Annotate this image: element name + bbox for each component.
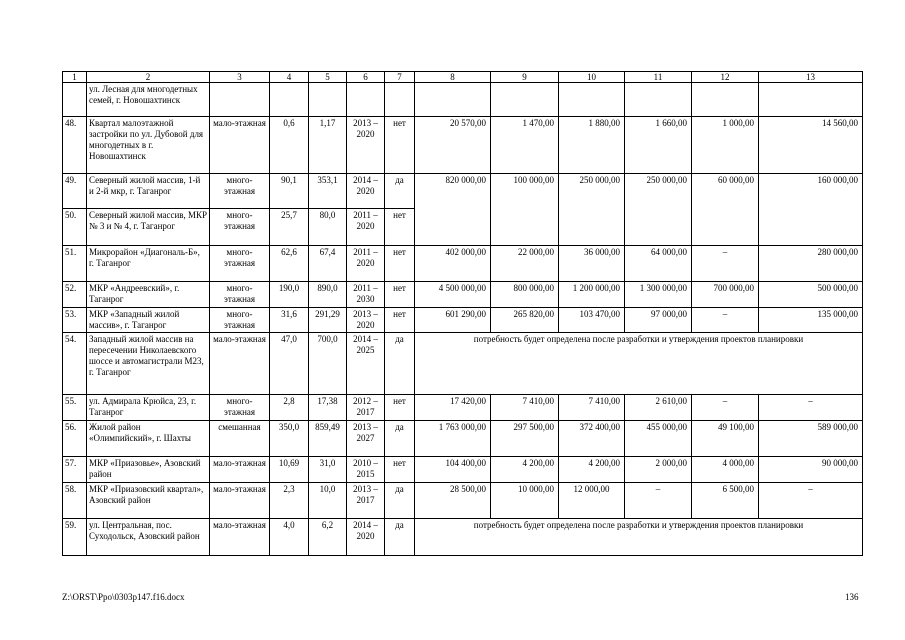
table-row bbox=[63, 117, 863, 174]
project-name: ул. Центральная, пос. Суходольск, Азовский район bbox=[87, 519, 210, 556]
cost-value: 7 410,00 bbox=[559, 395, 625, 421]
flag-value: да bbox=[385, 333, 415, 395]
row-number: 49. bbox=[63, 174, 87, 209]
period-value: 2011 – 2020 bbox=[347, 209, 385, 246]
header-cell: 2 bbox=[87, 72, 210, 83]
cost-value: 22 000,00 bbox=[491, 246, 559, 282]
cost-value: 1 200 000,00 bbox=[559, 282, 625, 308]
table-row bbox=[63, 308, 863, 333]
cost-value: 12 000,00 bbox=[559, 483, 625, 519]
table-row bbox=[63, 483, 863, 519]
cost-value: 250 000,00 bbox=[625, 174, 692, 246]
row-number: 57. bbox=[63, 457, 87, 483]
cost-total: 17 420,00 bbox=[415, 395, 491, 421]
volume-value: 291,29 bbox=[309, 308, 347, 333]
header-cell: 3 bbox=[210, 72, 270, 83]
project-name: ул. Адмирала Крюйса, 23, г. Таганрог bbox=[87, 395, 210, 421]
volume-value: 890,0 bbox=[309, 282, 347, 308]
project-name: МКР «Приазовский квартал», Азовский район bbox=[87, 483, 210, 519]
volume-value: 6,2 bbox=[309, 519, 347, 556]
cost-value: – bbox=[692, 308, 759, 333]
header-cell: 5 bbox=[309, 72, 347, 83]
cost-value: 1 660,00 bbox=[625, 117, 692, 174]
building-type: мало-этажная bbox=[210, 333, 270, 395]
header-row bbox=[63, 72, 863, 83]
cost-value: 49 100,00 bbox=[692, 421, 759, 457]
header-cell: 7 bbox=[385, 72, 415, 83]
area-value: 62,6 bbox=[270, 246, 309, 282]
row-number: 56. bbox=[63, 421, 87, 457]
period-value: 2013 – 2020 bbox=[347, 117, 385, 174]
cost-value: 64 000,00 bbox=[625, 246, 692, 282]
period-value: 2014 – 2020 bbox=[347, 174, 385, 209]
cost-total: 601 290,00 bbox=[415, 308, 491, 333]
cost-total: 104 400,00 bbox=[415, 457, 491, 483]
flag-value: да bbox=[385, 421, 415, 457]
period-value: 2013 – 2017 bbox=[347, 483, 385, 519]
table-row bbox=[63, 174, 863, 209]
data-table-container bbox=[62, 71, 862, 556]
volume-value: 31,0 bbox=[309, 457, 347, 483]
cost-value: 589 000,00 bbox=[759, 421, 863, 457]
cost-total: 402 000,00 bbox=[415, 246, 491, 282]
building-type: много-этажная bbox=[210, 246, 270, 282]
building-type: мало-этажная bbox=[210, 117, 270, 174]
flag-value: нет bbox=[385, 308, 415, 333]
project-name: МКР «Западный жилой массив», г. Таганрог bbox=[87, 308, 210, 333]
row-number: 58. bbox=[63, 483, 87, 519]
cost-value: 280 000,00 bbox=[759, 246, 863, 282]
area-value: 2,8 bbox=[270, 395, 309, 421]
project-name: МКР «Андреевский», г. Таганрог bbox=[87, 282, 210, 308]
building-type: смешанная bbox=[210, 421, 270, 457]
flag-value: нет bbox=[385, 209, 415, 246]
header-cell: 10 bbox=[559, 72, 625, 83]
building-type: много-этажная bbox=[210, 395, 270, 421]
cost-value: 500 000,00 bbox=[759, 282, 863, 308]
period-value: 2011 – 2020 bbox=[347, 246, 385, 282]
area-value: 90,1 bbox=[270, 174, 309, 209]
project-name: Квартал малоэтажной застройки по ул. Дубовой для многодетных в г. Новошахтинск bbox=[87, 117, 210, 174]
row-number: 54. bbox=[63, 333, 87, 395]
cost-value: 103 470,00 bbox=[559, 308, 625, 333]
building-type: много-этажная bbox=[210, 282, 270, 308]
cost-value: 455 000,00 bbox=[625, 421, 692, 457]
cost-value: 60 000,00 bbox=[692, 174, 759, 246]
page-number: 136 bbox=[845, 592, 859, 602]
cost-value: 2 610,00 bbox=[625, 395, 692, 421]
cost-value: 97 000,00 bbox=[625, 308, 692, 333]
building-type: мало-этажная bbox=[210, 483, 270, 519]
cost-value: 1 470,00 bbox=[491, 117, 559, 174]
project-name: Северный жилой массив, МКР № 3 и № 4, г. Таганрог bbox=[87, 209, 210, 246]
header-cell: 4 bbox=[270, 72, 309, 83]
cost-value: 297 500,00 bbox=[491, 421, 559, 457]
project-name: Северный жилой массив, 1-й и 2-й мкр, г. Таганрог bbox=[87, 174, 210, 209]
cost-value: 10 000,00 bbox=[491, 483, 559, 519]
cost-value: 4 000,00 bbox=[692, 457, 759, 483]
area-value: 190,0 bbox=[270, 282, 309, 308]
area-value: 47,0 bbox=[270, 333, 309, 395]
cost-value: 1 300 000,00 bbox=[625, 282, 692, 308]
table-row bbox=[63, 246, 863, 282]
cost-value: 4 200,00 bbox=[559, 457, 625, 483]
area-value: 25,7 bbox=[270, 209, 309, 246]
cost-value: 90 000,00 bbox=[759, 457, 863, 483]
flag-value: да bbox=[385, 519, 415, 556]
flag-value: нет bbox=[385, 117, 415, 174]
row-number: 53. bbox=[63, 308, 87, 333]
project-name: Западный жилой массив на пересечении Николаевского шоссе и автомагистрали М23, г. Таганрог bbox=[87, 333, 210, 395]
header-cell: 9 bbox=[491, 72, 559, 83]
building-type: много-этажная bbox=[210, 308, 270, 333]
cost-value: 4 200,00 bbox=[491, 457, 559, 483]
table-row bbox=[63, 395, 863, 421]
building-type: много-этажная bbox=[210, 209, 270, 246]
cost-value: – bbox=[692, 395, 759, 421]
volume-value: 1,17 bbox=[309, 117, 347, 174]
building-type: много-этажная bbox=[210, 174, 270, 209]
flag-value: нет bbox=[385, 395, 415, 421]
period-value: 2014 – 2025 bbox=[347, 333, 385, 395]
period-value: 2013 – 2027 bbox=[347, 421, 385, 457]
cost-value: 250 000,00 bbox=[559, 174, 625, 246]
cost-total: 1 763 000,00 bbox=[415, 421, 491, 457]
table-row bbox=[63, 457, 863, 483]
area-value: 31,6 bbox=[270, 308, 309, 333]
volume-value: 10,0 bbox=[309, 483, 347, 519]
cost-value: 372 400,00 bbox=[559, 421, 625, 457]
project-name: Жилой район «Олимпийский», г. Шахты bbox=[87, 421, 210, 457]
volume-value: 17,38 bbox=[309, 395, 347, 421]
cost-value: – bbox=[759, 395, 863, 421]
cost-value: – bbox=[625, 483, 692, 519]
row-number: 59. bbox=[63, 519, 87, 556]
cost-value: 1 880,00 bbox=[559, 117, 625, 174]
building-type: мало-этажная bbox=[210, 519, 270, 556]
cost-total: 28 500,00 bbox=[415, 483, 491, 519]
cost-value: 14 560,00 bbox=[759, 117, 863, 174]
row-number: 51. bbox=[63, 246, 87, 282]
cost-value: 100 000,00 bbox=[491, 174, 559, 246]
flag-value: нет bbox=[385, 457, 415, 483]
table-row bbox=[63, 421, 863, 457]
cost-value: 36 000,00 bbox=[559, 246, 625, 282]
volume-value: 700,0 bbox=[309, 333, 347, 395]
table-row bbox=[63, 519, 863, 556]
cost-value: – bbox=[759, 483, 863, 519]
period-value: 2010 – 2015 bbox=[347, 457, 385, 483]
table-row bbox=[63, 333, 863, 395]
row-number: 48. bbox=[63, 117, 87, 174]
volume-value: 80,0 bbox=[309, 209, 347, 246]
requirement-note: потребность будет определена после разработки и утверждения проектов планировки bbox=[415, 519, 863, 556]
area-value: 10,69 bbox=[270, 457, 309, 483]
header-cell: 11 bbox=[625, 72, 692, 83]
cost-total: 20 570,00 bbox=[415, 117, 491, 174]
volume-value: 353,1 bbox=[309, 174, 347, 209]
data-table bbox=[62, 71, 863, 556]
flag-value: нет bbox=[385, 246, 415, 282]
period-value: 2013 – 2020 bbox=[347, 308, 385, 333]
volume-value: 859,49 bbox=[309, 421, 347, 457]
header-cell: 6 bbox=[347, 72, 385, 83]
flag-value: да bbox=[385, 483, 415, 519]
row-number: 52. bbox=[63, 282, 87, 308]
project-name: Микрорайон «Диагональ-Б», г. Таганрог bbox=[87, 246, 210, 282]
flag-value: да bbox=[385, 174, 415, 209]
cost-value: 265 820,00 bbox=[491, 308, 559, 333]
period-value: 2014 – 2020 bbox=[347, 519, 385, 556]
cost-value: 6 500,00 bbox=[692, 483, 759, 519]
header-cell: 1 bbox=[63, 72, 87, 83]
cost-value: 800 000,00 bbox=[491, 282, 559, 308]
header-cell: 8 bbox=[415, 72, 491, 83]
period-value: 2011 – 2030 bbox=[347, 282, 385, 308]
cost-value: – bbox=[692, 246, 759, 282]
header-cell: 12 bbox=[692, 72, 759, 83]
cost-total: 820 000,00 bbox=[415, 174, 491, 246]
cost-value: 160 000,00 bbox=[759, 174, 863, 246]
header-cell: 13 bbox=[759, 72, 863, 83]
volume-value: 67,4 bbox=[309, 246, 347, 282]
area-value: 2,3 bbox=[270, 483, 309, 519]
cost-value: 7 410,00 bbox=[491, 395, 559, 421]
period-value: 2012 – 2017 bbox=[347, 395, 385, 421]
cost-value: 2 000,00 bbox=[625, 457, 692, 483]
area-value: 0,6 bbox=[270, 117, 309, 174]
flag-value: нет bbox=[385, 282, 415, 308]
row-number: 50. bbox=[63, 209, 87, 246]
cost-value: 700 000,00 bbox=[692, 282, 759, 308]
area-value: 4,0 bbox=[270, 519, 309, 556]
project-name: ул. Лесная для многодетных семей, г. Новошахтинск bbox=[87, 83, 210, 117]
building-type: мало-этажная bbox=[210, 457, 270, 483]
table-row bbox=[63, 83, 863, 117]
file-path: Z:\ORST\Ppo\0303p147.f16.docx bbox=[62, 592, 185, 602]
table-row bbox=[63, 282, 863, 308]
cost-value: 1 000,00 bbox=[692, 117, 759, 174]
project-name: МКР «Приазовье», Азовский район bbox=[87, 457, 210, 483]
cost-total: 4 500 000,00 bbox=[415, 282, 491, 308]
row-number: 55. bbox=[63, 395, 87, 421]
cost-value: 135 000,00 bbox=[759, 308, 863, 333]
requirement-note: потребность будет определена после разработки и утверждения проектов планировки bbox=[415, 333, 863, 395]
area-value: 350,0 bbox=[270, 421, 309, 457]
